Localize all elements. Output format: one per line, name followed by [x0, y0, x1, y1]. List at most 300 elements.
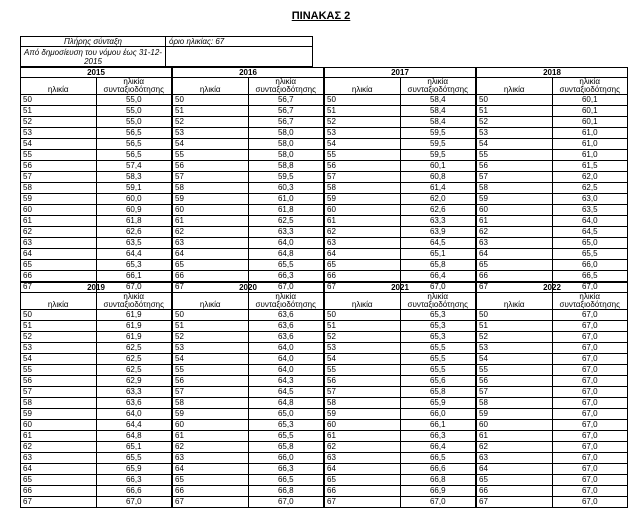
retirement-age-cell: 61,4	[400, 183, 476, 194]
retirement-age-cell: 62,6	[96, 227, 172, 238]
year-table-2019	[20, 282, 172, 508]
table-row	[173, 117, 324, 128]
age-cell: 67	[21, 282, 97, 293]
table-row	[325, 260, 476, 271]
year-heading: 2018	[477, 68, 628, 78]
retirement-age-cell: 61,0	[552, 150, 628, 161]
retirement-age-cell: 66,9	[400, 486, 476, 497]
table-row	[173, 464, 324, 475]
retirement-age-cell: 66,0	[400, 409, 476, 420]
retirement-age-cell: 63,6	[248, 321, 324, 332]
retirement-age-cell: 56,7	[248, 117, 324, 128]
age-cell: 50	[477, 310, 553, 321]
age-cell: 50	[325, 95, 401, 106]
age-cell: 50	[21, 95, 97, 106]
retirement-age-cell: 62,5	[96, 365, 172, 376]
age-cell: 50	[173, 310, 249, 321]
retirement-age-cell: 66,5	[400, 453, 476, 464]
age-cell: 60	[173, 420, 249, 431]
retirement-age-cell: 62,5	[552, 183, 628, 194]
retirement-age-cell: 64,4	[96, 420, 172, 431]
retirement-age-cell: 66,6	[400, 464, 476, 475]
retirement-age-cell: 61,0	[248, 194, 324, 205]
retirement-age-cell: 66,3	[400, 431, 476, 442]
age-cell: 63	[21, 453, 97, 464]
table-row	[173, 216, 324, 227]
retirement-age-cell: 65,0	[552, 238, 628, 249]
full-pension-label: Πλήρης σύνταξη	[21, 37, 166, 47]
age-cell: 65	[21, 260, 97, 271]
retirement-age-cell: 61,9	[96, 332, 172, 343]
age-cell: 64	[21, 464, 97, 475]
retirement-age-cell: 67,0	[552, 376, 628, 387]
age-cell: 61	[21, 431, 97, 442]
retirement-age-cell: 61,8	[96, 216, 172, 227]
retirement-age-cell: 66,0	[248, 453, 324, 464]
age-cell: 53	[173, 128, 249, 139]
age-cell: 54	[21, 354, 97, 365]
retirement-age-column-header: ηλικία συνταξιοδότησης	[552, 78, 628, 95]
retirement-age-cell: 62,5	[96, 354, 172, 365]
age-cell: 66	[173, 486, 249, 497]
retirement-age-column-header: ηλικία συνταξιοδότησης	[400, 78, 476, 95]
table-row	[477, 387, 628, 398]
age-cell: 56	[325, 161, 401, 172]
age-column-header: ηλικία	[173, 293, 249, 310]
age-cell: 55	[477, 365, 553, 376]
table-row	[21, 409, 172, 420]
table-row	[477, 464, 628, 475]
age-cell: 53	[477, 128, 553, 139]
table-row	[477, 128, 628, 139]
table-row	[21, 260, 172, 271]
retirement-age-cell: 64,5	[400, 238, 476, 249]
retirement-age-cell: 65,5	[248, 260, 324, 271]
retirement-age-cell: 66,1	[96, 271, 172, 282]
age-cell: 53	[21, 343, 97, 354]
age-cell: 52	[173, 332, 249, 343]
retirement-age-cell: 63,6	[248, 310, 324, 321]
age-cell: 60	[173, 205, 249, 216]
table-row	[173, 431, 324, 442]
table-row	[477, 106, 628, 117]
table-row	[173, 453, 324, 464]
retirement-age-cell: 67,0	[552, 365, 628, 376]
table-row	[21, 128, 172, 139]
table-row	[325, 310, 476, 321]
table-row	[21, 227, 172, 238]
table-row	[173, 321, 324, 332]
age-cell: 62	[477, 227, 553, 238]
retirement-age-cell: 61,5	[552, 161, 628, 172]
table-row	[173, 343, 324, 354]
table-row	[325, 216, 476, 227]
table-row	[21, 183, 172, 194]
year-table-2017	[324, 67, 476, 293]
table-row	[325, 227, 476, 238]
retirement-age-cell: 66,1	[400, 420, 476, 431]
age-cell: 61	[477, 216, 553, 227]
retirement-age-cell: 65,3	[400, 332, 476, 343]
age-cell: 51	[173, 106, 249, 117]
age-cell: 52	[477, 117, 553, 128]
year-table-2016	[172, 67, 324, 293]
retirement-age-cell: 67,0	[248, 282, 324, 293]
retirement-age-cell: 59,5	[400, 150, 476, 161]
retirement-age-cell: 55,0	[96, 95, 172, 106]
retirement-age-cell: 58,8	[248, 161, 324, 172]
age-cell: 50	[21, 310, 97, 321]
table-row	[477, 453, 628, 464]
table-row	[325, 271, 476, 282]
age-cell: 56	[325, 376, 401, 387]
table-row	[477, 376, 628, 387]
table-row	[477, 95, 628, 106]
table-row	[477, 238, 628, 249]
age-cell: 67	[477, 282, 553, 293]
table-row	[21, 365, 172, 376]
table-row	[477, 205, 628, 216]
retirement-age-cell: 65,0	[248, 409, 324, 420]
retirement-age-cell: 60,8	[400, 172, 476, 183]
table-row	[325, 464, 476, 475]
age-cell: 56	[21, 161, 97, 172]
age-cell: 66	[325, 486, 401, 497]
age-cell: 55	[21, 365, 97, 376]
retirement-age-cell: 67,0	[96, 497, 172, 508]
retirement-age-cell: 65,5	[400, 343, 476, 354]
age-cell: 66	[21, 486, 97, 497]
retirement-age-cell: 66,3	[96, 475, 172, 486]
retirement-age-cell: 56,5	[96, 150, 172, 161]
table-row	[21, 205, 172, 216]
age-cell: 59	[325, 409, 401, 420]
table-row	[21, 387, 172, 398]
age-cell: 55	[173, 150, 249, 161]
age-cell: 51	[173, 321, 249, 332]
table-row	[21, 497, 172, 508]
page-title: ΠΙΝΑΚΑΣ 2	[291, 10, 351, 22]
table-row	[21, 431, 172, 442]
retirement-age-cell: 55,0	[96, 106, 172, 117]
age-cell: 51	[477, 321, 553, 332]
retirement-age-cell: 59,5	[400, 128, 476, 139]
table-row	[21, 249, 172, 260]
table-row	[325, 205, 476, 216]
age-cell: 61	[173, 431, 249, 442]
retirement-age-cell: 63,6	[248, 332, 324, 343]
age-cell: 66	[477, 271, 553, 282]
retirement-age-cell: 60,1	[400, 161, 476, 172]
table-row	[173, 172, 324, 183]
table-row	[21, 475, 172, 486]
age-cell: 60	[325, 420, 401, 431]
age-cell: 59	[21, 194, 97, 205]
retirement-age-cell: 64,0	[552, 216, 628, 227]
age-cell: 64	[325, 464, 401, 475]
age-cell: 67	[173, 282, 249, 293]
table-row	[325, 332, 476, 343]
retirement-age-cell: 65,3	[248, 420, 324, 431]
table-row	[173, 354, 324, 365]
table-row	[477, 343, 628, 354]
table-row	[21, 398, 172, 409]
age-cell: 64	[477, 249, 553, 260]
table-row	[325, 183, 476, 194]
table-row	[477, 497, 628, 508]
age-cell: 58	[477, 183, 553, 194]
retirement-age-cell: 67,0	[552, 442, 628, 453]
retirement-age-cell: 65,1	[400, 249, 476, 260]
retirement-age-cell: 65,3	[96, 260, 172, 271]
retirement-age-cell: 59,5	[248, 172, 324, 183]
age-column-header: ηλικία	[21, 293, 97, 310]
table-row	[325, 95, 476, 106]
table-row	[173, 227, 324, 238]
age-cell: 64	[173, 464, 249, 475]
age-cell: 67	[173, 497, 249, 508]
table-row	[477, 227, 628, 238]
age-cell: 58	[325, 398, 401, 409]
retirement-age-cell: 67,0	[552, 310, 628, 321]
table-row	[477, 398, 628, 409]
table-row	[21, 332, 172, 343]
age-cell: 51	[21, 106, 97, 117]
age-cell: 59	[173, 409, 249, 420]
table-row	[325, 249, 476, 260]
retirement-age-column-header: ηλικία συνταξιοδότησης	[400, 293, 476, 310]
age-cell: 55	[325, 150, 401, 161]
retirement-age-cell: 67,0	[552, 387, 628, 398]
age-cell: 57	[173, 387, 249, 398]
year-heading: 2022	[477, 283, 628, 293]
year-table-2018	[476, 67, 628, 293]
age-cell: 67	[325, 282, 401, 293]
table-row	[21, 486, 172, 497]
age-cell: 66	[173, 271, 249, 282]
age-cell: 54	[173, 139, 249, 150]
age-cell: 56	[173, 376, 249, 387]
retirement-age-cell: 66,0	[552, 260, 628, 271]
table-row	[21, 95, 172, 106]
retirement-age-cell: 64,0	[248, 365, 324, 376]
table-row	[325, 365, 476, 376]
retirement-age-cell: 67,0	[400, 282, 476, 293]
table-row	[21, 376, 172, 387]
age-cell: 63	[21, 238, 97, 249]
retirement-age-column-header: ηλικία συνταξιοδότησης	[552, 293, 628, 310]
age-cell: 55	[477, 150, 553, 161]
retirement-age-cell: 67,0	[552, 497, 628, 508]
table-row	[325, 420, 476, 431]
table-row	[477, 172, 628, 183]
table-row	[477, 161, 628, 172]
retirement-age-cell: 63,6	[96, 398, 172, 409]
table-row	[173, 128, 324, 139]
retirement-age-cell: 65,9	[96, 464, 172, 475]
age-cell: 63	[477, 453, 553, 464]
retirement-age-cell: 63,3	[400, 216, 476, 227]
table-row	[325, 106, 476, 117]
table-row	[325, 431, 476, 442]
table-row	[173, 271, 324, 282]
age-cell: 62	[325, 442, 401, 453]
table-row	[477, 486, 628, 497]
tables-row-top	[20, 67, 628, 293]
age-cell: 57	[325, 387, 401, 398]
table-row	[477, 271, 628, 282]
table-row	[325, 172, 476, 183]
age-cell: 60	[325, 205, 401, 216]
age-cell: 57	[21, 172, 97, 183]
age-cell: 51	[21, 321, 97, 332]
table-row	[325, 497, 476, 508]
table-row	[21, 161, 172, 172]
age-cell: 59	[477, 194, 553, 205]
table-row	[173, 183, 324, 194]
age-cell: 54	[325, 139, 401, 150]
table-row	[173, 497, 324, 508]
retirement-age-cell: 60,1	[552, 117, 628, 128]
age-cell: 57	[477, 387, 553, 398]
table-row	[325, 161, 476, 172]
retirement-age-cell: 63,3	[248, 227, 324, 238]
retirement-age-column-header: ηλικία συνταξιοδότησης	[248, 78, 324, 95]
retirement-age-cell: 67,0	[400, 497, 476, 508]
age-cell: 65	[325, 260, 401, 271]
retirement-age-cell: 58,0	[248, 150, 324, 161]
year-heading: 2017	[325, 68, 476, 78]
retirement-age-cell: 67,0	[552, 321, 628, 332]
age-cell: 64	[173, 249, 249, 260]
retirement-age-cell: 60,0	[96, 194, 172, 205]
age-cell: 52	[325, 332, 401, 343]
age-cell: 55	[21, 150, 97, 161]
retirement-age-cell: 65,5	[96, 453, 172, 464]
retirement-age-cell: 65,6	[400, 376, 476, 387]
age-cell: 56	[21, 376, 97, 387]
age-cell: 62	[21, 442, 97, 453]
table-row	[477, 139, 628, 150]
retirement-age-cell: 63,9	[400, 227, 476, 238]
retirement-age-cell: 64,3	[248, 376, 324, 387]
year-table-2020	[172, 282, 324, 508]
retirement-age-cell: 58,0	[248, 139, 324, 150]
table-row	[325, 150, 476, 161]
age-cell: 55	[325, 365, 401, 376]
table-row	[325, 475, 476, 486]
year-heading: 2020	[173, 283, 324, 293]
age-cell: 53	[477, 343, 553, 354]
table-row	[21, 343, 172, 354]
retirement-age-cell: 61,9	[96, 321, 172, 332]
table-row	[21, 216, 172, 227]
age-cell: 63	[173, 453, 249, 464]
age-cell: 57	[173, 172, 249, 183]
retirement-age-cell: 65,3	[400, 321, 476, 332]
age-cell: 57	[325, 172, 401, 183]
retirement-age-cell: 67,0	[552, 453, 628, 464]
table-row	[325, 117, 476, 128]
year-table-2021	[324, 282, 476, 508]
retirement-age-cell: 63,5	[96, 238, 172, 249]
table-row	[21, 172, 172, 183]
year-heading: 2019	[21, 283, 172, 293]
table-row	[325, 442, 476, 453]
table-row	[173, 442, 324, 453]
retirement-age-column-header: ηλικία συνταξιοδότησης	[96, 78, 172, 95]
retirement-age-cell: 65,8	[400, 387, 476, 398]
info-table	[20, 36, 313, 67]
retirement-age-cell: 61,9	[96, 310, 172, 321]
age-column-header: ηλικία	[477, 78, 553, 95]
retirement-age-cell: 67,0	[552, 420, 628, 431]
table-row	[173, 409, 324, 420]
age-cell: 64	[477, 464, 553, 475]
table-row	[173, 139, 324, 150]
retirement-age-cell: 64,8	[248, 398, 324, 409]
table-row	[21, 117, 172, 128]
age-cell: 51	[325, 106, 401, 117]
table-row	[21, 139, 172, 150]
age-cell: 67	[21, 497, 97, 508]
table-row	[477, 365, 628, 376]
age-cell: 56	[477, 161, 553, 172]
age-cell: 66	[325, 271, 401, 282]
table-row	[173, 376, 324, 387]
table-row	[325, 343, 476, 354]
age-cell: 65	[477, 475, 553, 486]
age-cell: 52	[21, 332, 97, 343]
age-cell: 60	[477, 420, 553, 431]
retirement-age-cell: 65,5	[400, 365, 476, 376]
retirement-age-cell: 56,7	[248, 106, 324, 117]
age-cell: 60	[21, 420, 97, 431]
table-row	[21, 321, 172, 332]
retirement-age-cell: 58,3	[96, 172, 172, 183]
age-cell: 53	[325, 128, 401, 139]
table-row	[173, 150, 324, 161]
age-cell: 59	[173, 194, 249, 205]
retirement-age-cell: 63,3	[96, 387, 172, 398]
retirement-age-cell: 56,7	[248, 95, 324, 106]
age-cell: 62	[173, 442, 249, 453]
retirement-age-cell: 65,5	[400, 354, 476, 365]
retirement-age-cell: 67,0	[552, 464, 628, 475]
table-row	[477, 249, 628, 260]
retirement-age-cell: 65,3	[400, 310, 476, 321]
retirement-age-cell: 56,5	[96, 139, 172, 150]
retirement-age-cell: 67,0	[248, 497, 324, 508]
table-row	[477, 431, 628, 442]
retirement-age-cell: 64,4	[96, 249, 172, 260]
table-row	[21, 420, 172, 431]
retirement-age-cell: 64,8	[96, 431, 172, 442]
retirement-age-cell: 61,0	[552, 128, 628, 139]
retirement-age-cell: 64,0	[248, 354, 324, 365]
age-cell: 53	[325, 343, 401, 354]
age-cell: 58	[173, 183, 249, 194]
age-cell: 62	[173, 227, 249, 238]
age-cell: 53	[21, 128, 97, 139]
table-row	[21, 310, 172, 321]
retirement-age-cell: 67,0	[96, 282, 172, 293]
table-row	[173, 310, 324, 321]
retirement-age-cell: 65,8	[248, 442, 324, 453]
table-row	[173, 194, 324, 205]
age-cell: 51	[325, 321, 401, 332]
age-cell: 62	[325, 227, 401, 238]
